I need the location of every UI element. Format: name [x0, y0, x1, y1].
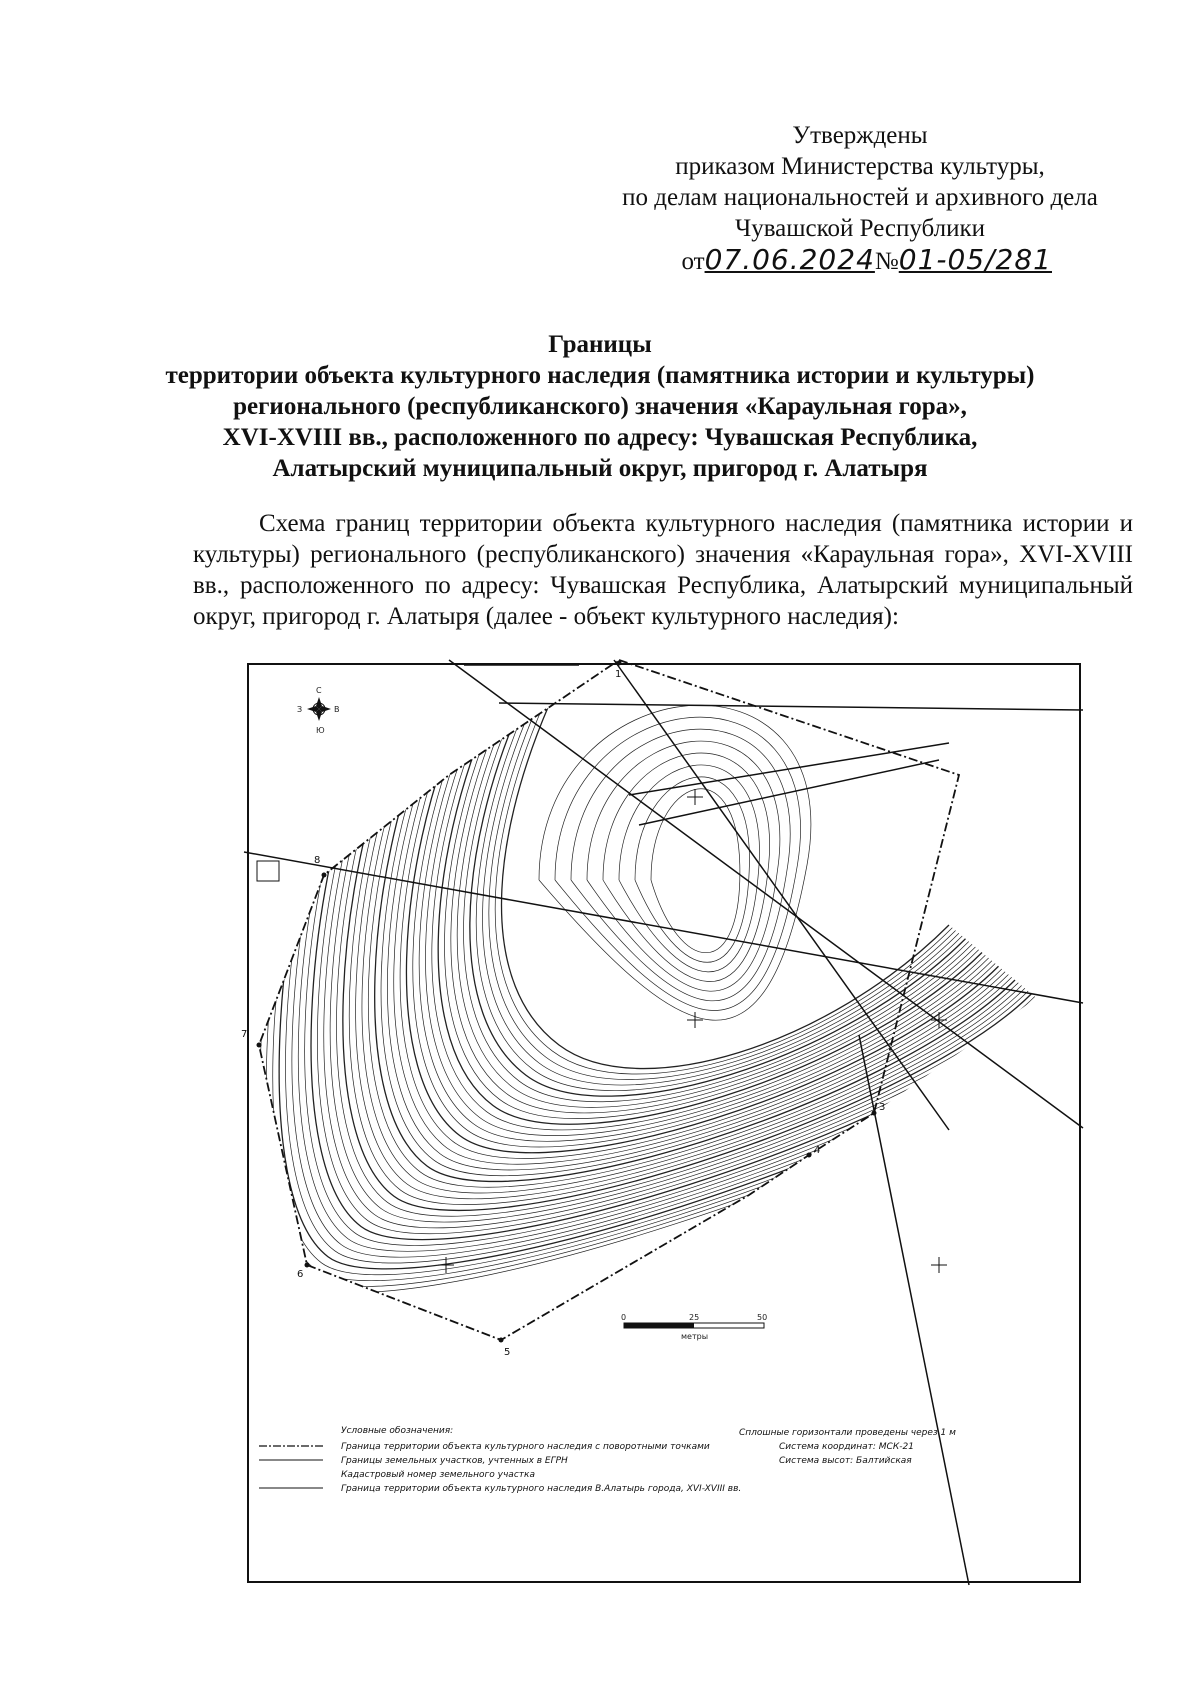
grid-crosses — [438, 789, 947, 1273]
compass-south: Ю — [316, 726, 325, 735]
contour-line — [495, 706, 952, 1074]
contour-line — [413, 720, 995, 1147]
order-date: 07.06.2024 — [704, 243, 875, 276]
contour-line — [587, 741, 780, 991]
contour-line — [457, 713, 972, 1108]
point-label: 3 — [879, 1102, 886, 1113]
title-heading: Границы — [548, 331, 652, 358]
scale-tick: 0 — [621, 1313, 627, 1322]
approval-line-ministry: по делам национальностей и архивного дела — [622, 184, 1098, 211]
contour-line — [483, 708, 959, 1085]
title-line-2: регионального (республиканского) значения «Караульная гора», — [233, 393, 967, 420]
legend-item: Границы земельных участков, учтенных в ЕГРН — [341, 1456, 568, 1466]
map-drawing — [241, 665, 1083, 1585]
contour-line — [260, 747, 1074, 1287]
title-line-1: территории объекта культурного наследия (памятника истории и культуры) — [165, 362, 1035, 389]
scale-tick: 25 — [689, 1313, 700, 1322]
approval-line-republic: Чувашской Республики — [734, 215, 986, 242]
point-label: 8 — [314, 855, 321, 866]
contour-line — [555, 717, 801, 1010]
point-label: 5 — [504, 1347, 511, 1358]
date-prefix: от — [681, 248, 705, 275]
approval-date-number — [560, 244, 1160, 277]
boundary-map — [241, 663, 1081, 1583]
intro-text: Схема границ территории объекта культурного наследия (памятника истории и культуры) регионального (республиканского) значения «Караульная гора», XVI-XVIII вв., расположенного по адресу: Чувашская Республика, Алатырский муниципальный округ, пригород г. Алатыря (далее - объект культурного наследия): — [193, 510, 1133, 630]
building — [257, 861, 279, 881]
scale-unit: метры — [681, 1332, 709, 1341]
contour-line — [489, 707, 956, 1079]
contour-line — [254, 748, 1078, 1293]
contour-line — [362, 729, 1022, 1193]
contour-line — [603, 753, 770, 981]
contour-line — [286, 742, 1062, 1263]
map-legend — [259, 1426, 956, 1494]
legend-item: Граница территории объекта культурного наследия с поворотными точками — [341, 1442, 710, 1452]
number-prefix: № — [874, 248, 899, 275]
intro-paragraph — [193, 508, 1133, 632]
title-line-4: Алатырский муниципальный округ, пригород г. Алатыря — [272, 455, 928, 482]
approval-line-approved: Утверждены — [792, 122, 928, 149]
order-number: 01-05/281 — [898, 243, 1052, 276]
title-line-3: XVI-XVIII вв., расположенного по адресу: Чувашская Республика, — [222, 424, 978, 451]
contour-line — [400, 723, 1002, 1159]
contour-line — [324, 736, 1042, 1228]
compass-west: З — [297, 705, 303, 714]
legend-note: Система высот: Балтийская — [779, 1456, 912, 1466]
scale-tick: 50 — [757, 1313, 768, 1322]
document-title — [150, 329, 1050, 484]
contour-line — [502, 705, 950, 1069]
legend-item: Граница территории объекта культурного наследия В.Алатырь города, XVI-XVIII вв. — [341, 1484, 742, 1494]
approval-block — [560, 120, 1160, 277]
legend-item: Кадастровый номер земельного участка — [341, 1470, 535, 1480]
compass-icon — [297, 686, 340, 735]
contour-line — [330, 735, 1038, 1222]
approval-line-order: приказом Министерства культуры, — [675, 153, 1045, 180]
contour-line — [266, 746, 1071, 1281]
contour-line — [432, 717, 985, 1130]
legend-note: Сплошные горизонтали проведены через 1 м — [739, 1428, 956, 1438]
contour-line — [539, 705, 811, 1020]
contour-line — [470, 711, 966, 1097]
legend-note: Система координат: МСК-21 — [779, 1442, 914, 1452]
scale-bar — [621, 1313, 767, 1341]
contour-line — [406, 722, 998, 1153]
legend-title: Условные обозначения: — [341, 1426, 454, 1436]
contour-line — [394, 724, 1005, 1164]
contour-line — [387, 725, 1008, 1170]
compass-north: С — [316, 686, 322, 695]
compass-east: В — [334, 705, 340, 714]
point-label: 6 — [297, 1269, 304, 1280]
point-label: 1 — [615, 669, 622, 680]
point-label: 7 — [241, 1029, 248, 1040]
contour-line — [476, 709, 962, 1090]
point-label: 4 — [814, 1145, 821, 1156]
